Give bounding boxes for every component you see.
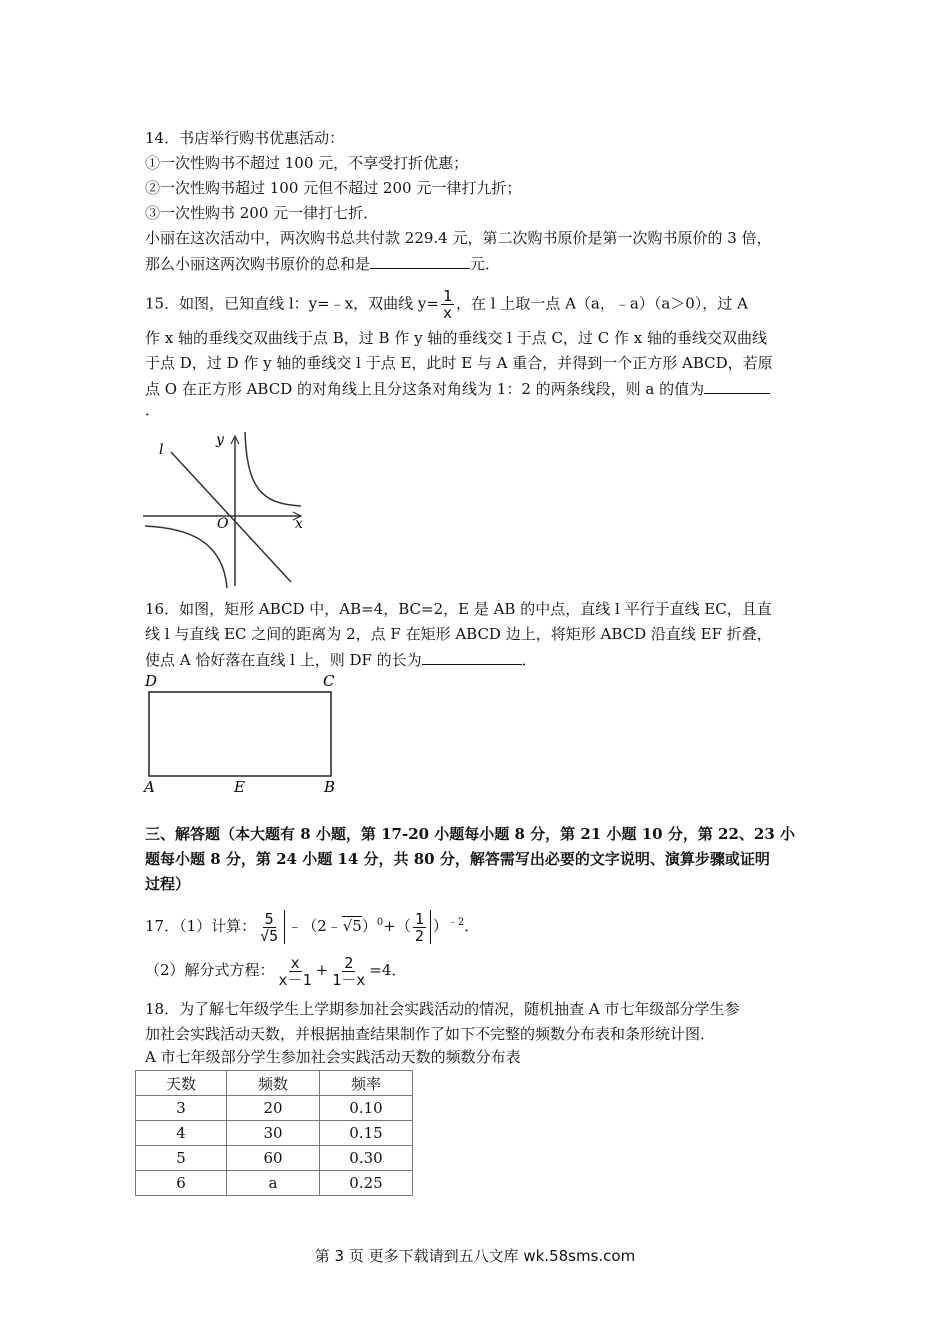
fraction-denominator: x－1	[278, 970, 312, 989]
table-cell: 30	[227, 1121, 320, 1146]
q15-line-3: 于点 D，过 D 作 y 轴的垂线交 l 于点 E，此时 E 与 A 重合，并得到一个正方形 ABCD，若原	[145, 354, 773, 372]
label-x: x	[295, 516, 303, 532]
line-l	[171, 452, 291, 582]
q15-line-4	[145, 377, 770, 400]
exponent-neg-2: ﹣2	[447, 917, 465, 928]
frequency-table	[135, 1070, 413, 1196]
label-origin: O	[217, 516, 229, 532]
fraction-numerator: 1	[442, 287, 452, 305]
q14-line-4: ③一次性购书 200 元一律打七折．	[145, 204, 379, 222]
table-cell: 4	[136, 1121, 227, 1146]
answer-blank	[370, 252, 470, 269]
table-cell: a	[227, 1171, 320, 1196]
table-cell: 0.25	[320, 1171, 413, 1196]
hyperbola-figure	[143, 428, 308, 590]
q15-line-5: ．	[145, 401, 161, 419]
q15-line-1-rest: ，在 l 上取一点 A（a，﹣a）（a＞0），过 A	[456, 294, 748, 313]
q15-line-1	[145, 288, 748, 321]
q17-part-2	[145, 952, 406, 988]
absolute-value-bar	[430, 910, 431, 944]
fraction-one-half	[413, 911, 426, 944]
table-row	[136, 1121, 413, 1146]
label-l: l	[159, 442, 164, 458]
fraction-numerator: 2	[344, 953, 354, 972]
table-cell: 0.15	[320, 1121, 413, 1146]
q17-p2-end: =4．	[369, 961, 407, 979]
q14-line-2: ①一次性购书不超过 100 元，不享受打折优惠；	[145, 154, 469, 172]
hyperbola-branch-upper	[245, 432, 301, 506]
q14-line-5: 小丽在这次活动中，两次购书总共付款 229.4 元，第二次购书原价是第一次购书原价的 3 倍，	[145, 229, 772, 247]
label-c: C	[323, 672, 335, 690]
answer-blank	[704, 377, 770, 394]
fraction-numerator: 5	[264, 909, 274, 928]
exponent-0: 0	[376, 917, 384, 928]
table-cell: 20	[227, 1096, 320, 1121]
q17-p2-label: （2）解分式方程：	[145, 961, 275, 979]
hyperbola-branch-lower	[145, 526, 227, 588]
fraction-denominator: x	[442, 304, 452, 322]
q15-line-4-text: 点 O 在正方形 ABCD 的对角线上且分这条对角线为 1：2 的两条线段，则 a 的值为	[145, 380, 705, 398]
q15-line-1-text: 15．如图，已知直线 l：y=﹣x，双曲线 y=	[145, 294, 439, 313]
label-y: y	[216, 432, 224, 448]
hyperbola-fraction	[441, 288, 454, 321]
header-frequency: 频数	[227, 1071, 320, 1096]
section-3-line-2: 题每小题 8 分，第 24 小题 14 分，共 80 分，解答需写出必要的文字说明、演算步骤或证明	[145, 850, 770, 868]
q17-p1-label: 17．（1）计算：	[145, 917, 257, 935]
q16-line-1: 16．如图，矩形 ABCD 中，AB=4，BC=2，E 是 AB 的中点，直线 l 平行于直线 EC，且直	[145, 600, 772, 618]
q15-line-2: 作 x 轴的垂线交双曲线于点 B，过 B 作 y 轴的垂线交 l 于点 C，过 C 作 x 轴的垂线交双曲线	[145, 329, 767, 347]
absolute-value-bar	[284, 910, 285, 944]
q14-line-6	[145, 252, 500, 275]
q17-p1-end: ．	[464, 917, 480, 935]
q14-line-3: ②一次性购书超过 100 元但不超过 200 元一律打九折；	[145, 179, 522, 197]
label-b: B	[324, 778, 336, 796]
q16-line-3	[145, 648, 537, 671]
table-row	[136, 1146, 413, 1171]
q17-part-1	[145, 906, 480, 945]
q14-line-6-end: 元．	[470, 255, 501, 273]
table-cell: 0.30	[320, 1146, 413, 1171]
q18-table-caption: A 市七年级部分学生参加社会实践活动天数的频数分布表	[145, 1048, 521, 1066]
table-cell: 60	[227, 1146, 320, 1171]
q17-p1-minus: ﹣（2﹣	[287, 917, 342, 935]
fraction-numerator: x	[290, 953, 300, 972]
q18-line-2: 加社会实践活动天数，并根据抽查结果制作了如下不完整的频数分布表和条形统计图．	[145, 1025, 716, 1043]
page-footer: 第 3 页 更多下载请到五八文库 wk.58sms.com	[314, 1247, 636, 1265]
fraction-denominator: √5	[260, 926, 279, 945]
q18-line-1: 18．为了解七年级学生上学期参加社会实践活动的情况，随机抽查 A 市七年级部分学生参	[145, 1000, 740, 1018]
q14-line-6-text: 那么小丽这两次购书原价的总和是	[145, 255, 371, 273]
table-cell: 0.10	[320, 1096, 413, 1121]
plus-sign: +	[315, 961, 329, 979]
rectangle-abcd	[149, 692, 331, 776]
section-3-line-3: 过程）	[145, 875, 191, 893]
sqrt-5: √5	[342, 917, 362, 935]
rectangle-figure	[140, 670, 345, 798]
table-row	[136, 1171, 413, 1196]
q17-p1-close: ）	[361, 917, 377, 935]
table-row	[136, 1096, 413, 1121]
fraction-denominator: 1－x	[332, 970, 366, 989]
table-header-row	[136, 1071, 413, 1096]
q17-p1-plus: +（	[383, 917, 411, 935]
fraction-5-over-sqrt5	[258, 911, 280, 944]
q16-line-3-text: 使点 A 恰好落在直线 l 上，则 DF 的长为	[145, 651, 422, 669]
fraction-x-over-x-minus-1	[277, 955, 314, 988]
fraction-2-over-1-minus-x	[330, 955, 367, 988]
table-cell: 6	[136, 1171, 227, 1196]
header-days: 天数	[136, 1071, 227, 1096]
q16-line-3-end: ．	[521, 651, 537, 669]
section-3-line-1: 三、解答题（本大题有 8 小题，第 17-20 小题每小题 8 分，第 21 小题 10 分，第 22、23 小	[145, 825, 796, 843]
label-d: D	[145, 672, 158, 690]
label-a: A	[144, 778, 155, 796]
header-rate: 频率	[320, 1071, 413, 1096]
q17-p1-close-2: ）	[432, 917, 448, 935]
q16-line-2: 线 l 与直线 EC 之间的距离为 2，点 F 在矩形 ABCD 边上，将矩形 ABCD 沿直线 EF 折叠，	[145, 625, 772, 643]
fraction-denominator: 2	[414, 926, 424, 945]
table-cell: 5	[136, 1146, 227, 1171]
table-cell: 3	[136, 1096, 227, 1121]
q14-line-1: 14．书店举行购书优惠活动：	[145, 129, 345, 147]
answer-blank	[422, 648, 522, 665]
fraction-numerator: 1	[414, 909, 424, 928]
label-e: E	[234, 778, 245, 796]
